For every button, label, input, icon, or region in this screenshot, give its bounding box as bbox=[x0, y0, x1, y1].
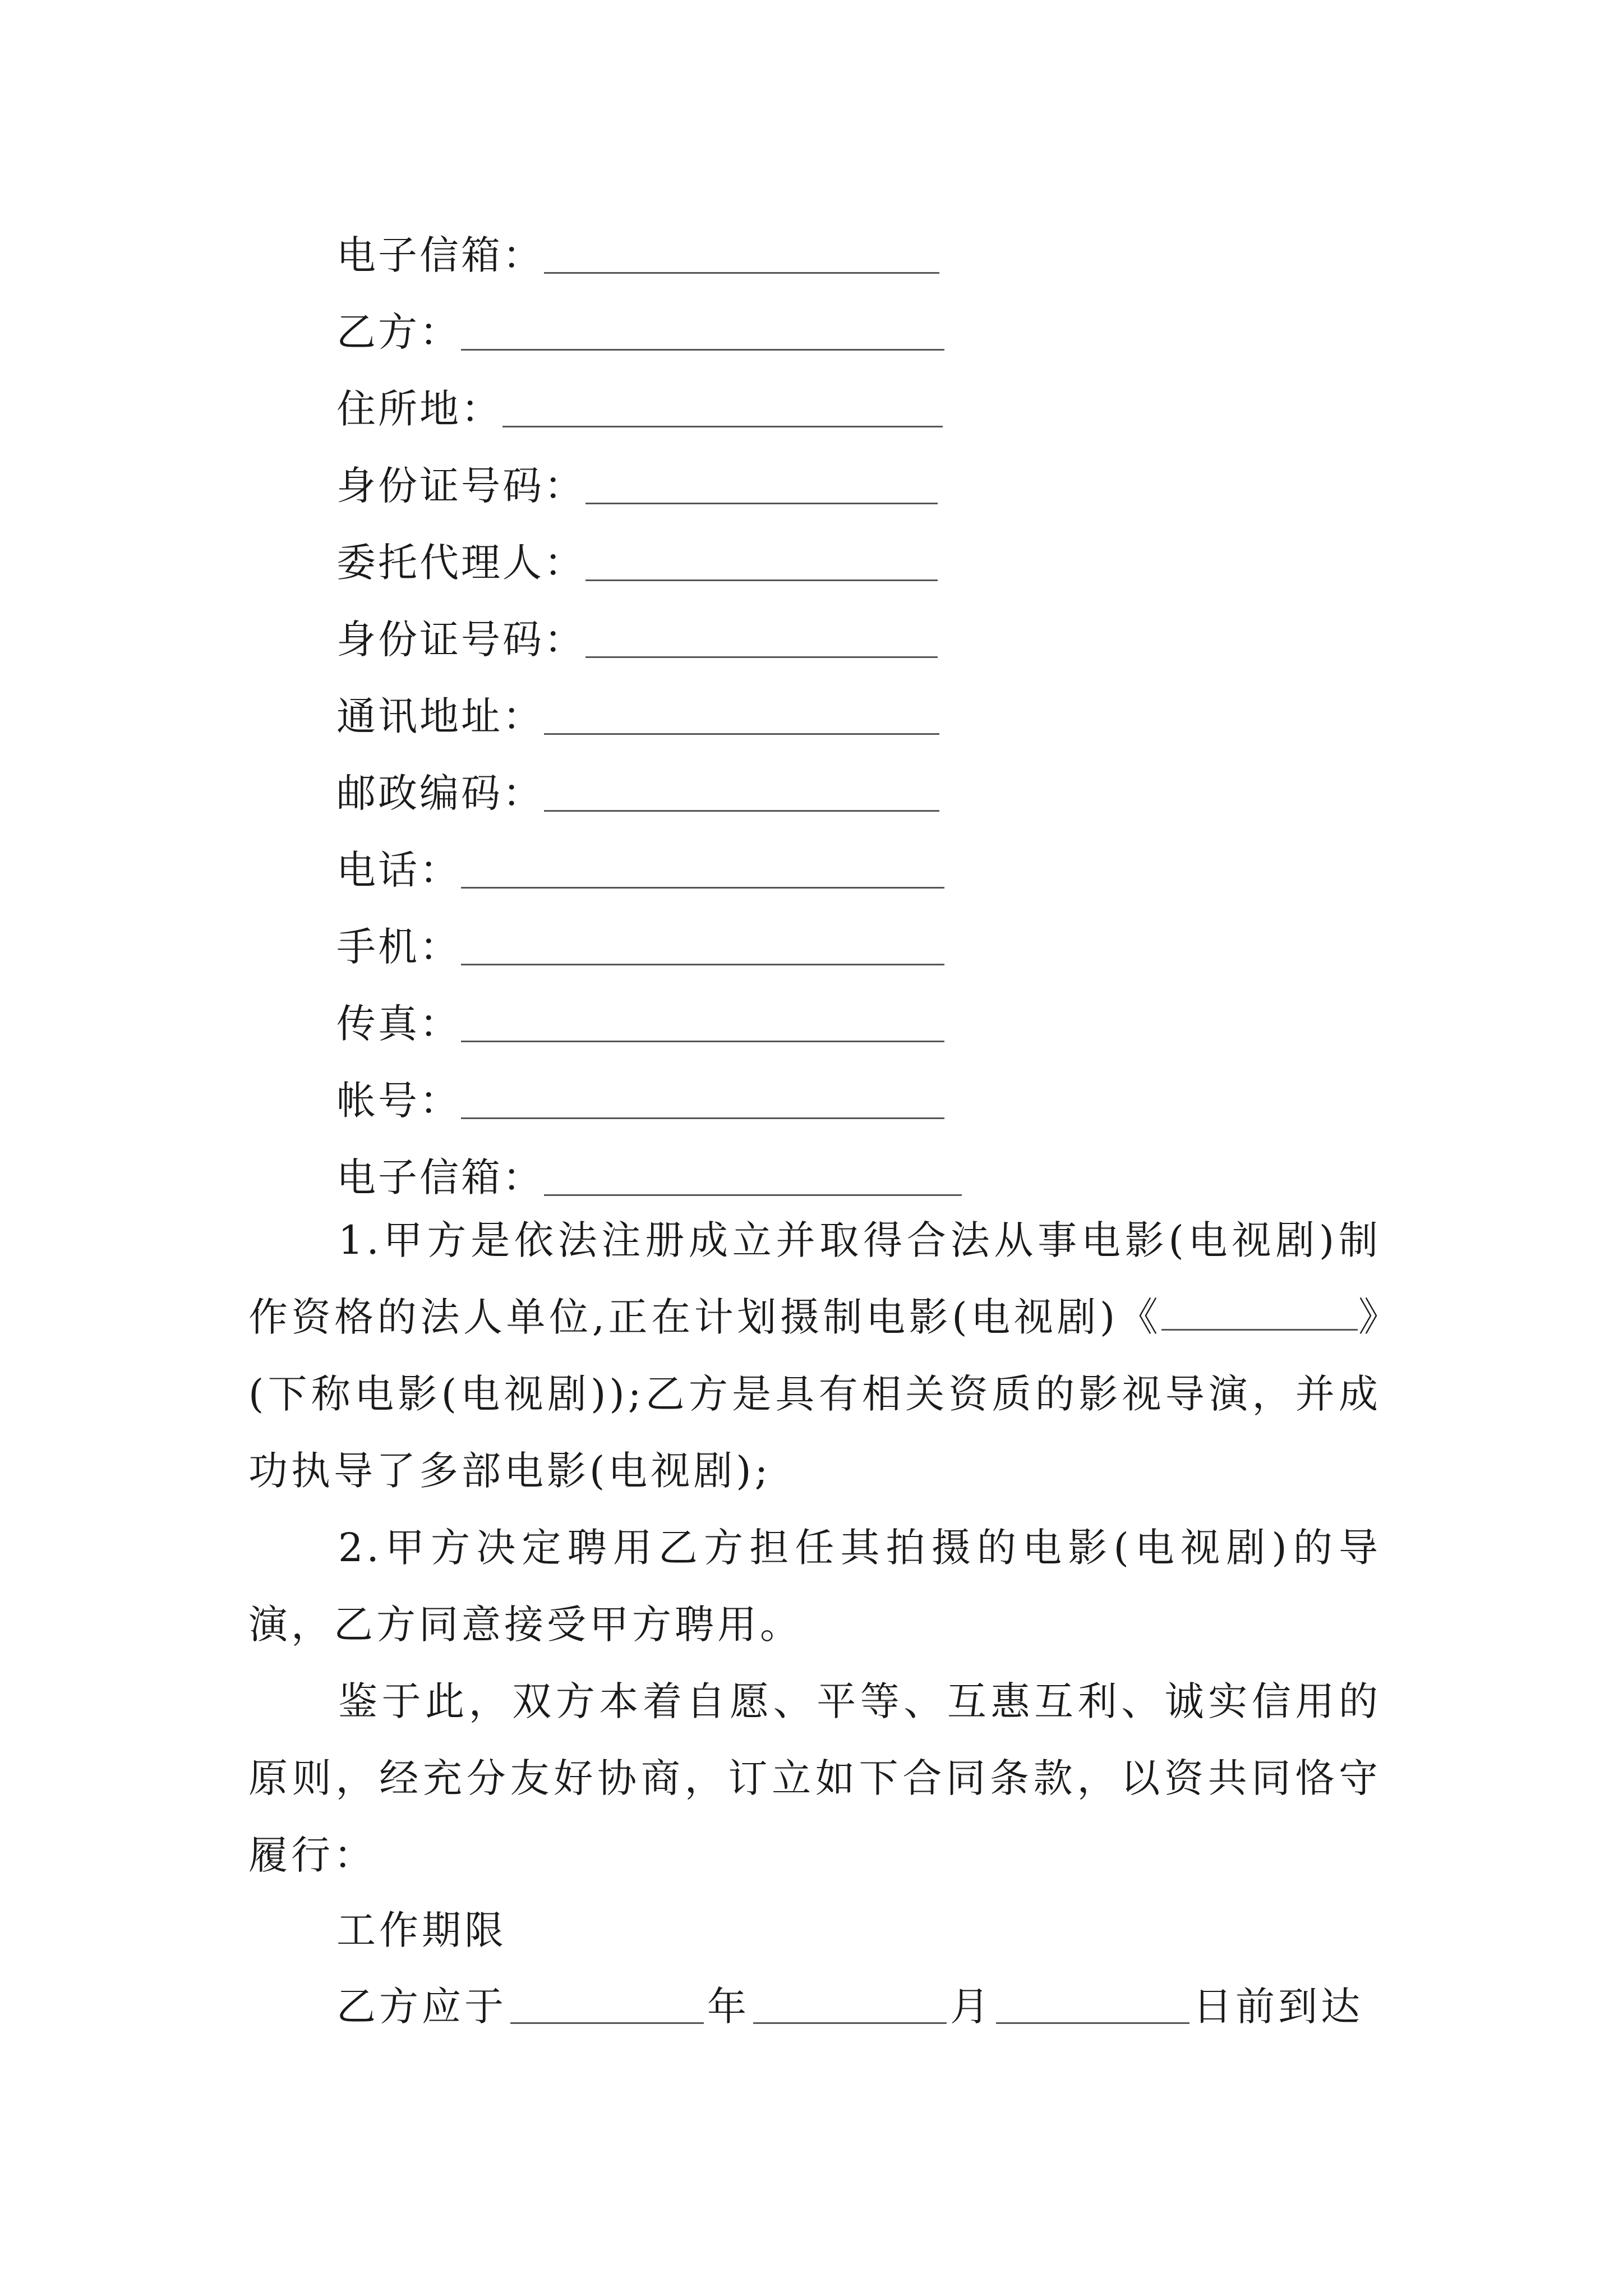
field-label: 手机： bbox=[336, 924, 461, 970]
year-blank bbox=[510, 2022, 704, 2024]
field-label: 帐号： bbox=[336, 1078, 461, 1124]
field-label: 电子信箱： bbox=[336, 1154, 544, 1200]
fill-in-line bbox=[461, 887, 944, 889]
paragraph-1-text-a: 1.甲方是依法注册成立并取得合法从事电影(电视剧)制作资格的法人单位,正在计划摄制电影(电视剧)《 bbox=[248, 1217, 1381, 1340]
field-email-b bbox=[336, 1135, 962, 1203]
field-label: 身份证号码： bbox=[336, 616, 585, 662]
field-agent bbox=[336, 521, 938, 588]
fill-in-line bbox=[585, 503, 938, 504]
field-account bbox=[336, 1059, 944, 1126]
fill-in-line bbox=[544, 810, 939, 812]
field-label: 传真： bbox=[336, 1001, 461, 1047]
fill-in-line bbox=[585, 656, 938, 658]
field-label: 电子信箱： bbox=[336, 232, 544, 278]
field-label: 身份证号码： bbox=[336, 463, 585, 509]
film-title-blank bbox=[1161, 1294, 1358, 1331]
field-residence bbox=[336, 367, 943, 434]
field-label: 邮政编码： bbox=[336, 770, 544, 816]
field-label: 通讯地址： bbox=[336, 693, 544, 739]
month-label: 月 bbox=[950, 1984, 993, 2030]
day-blank bbox=[996, 2022, 1189, 2024]
field-mobile bbox=[336, 905, 944, 972]
paragraph-3: 鉴于此，双方本着自愿、平等、互惠互利、诚实信用的原则，经充分友好协商，订立如下合同条款，以资共同恪守履行： bbox=[248, 1678, 1381, 1878]
month-blank bbox=[753, 2022, 947, 2024]
field-label: 委托代理人： bbox=[336, 540, 585, 586]
fill-in-line bbox=[461, 1041, 944, 1042]
field-address bbox=[336, 674, 939, 742]
field-email-a bbox=[336, 213, 939, 280]
year-label: 年 bbox=[707, 1984, 750, 2030]
field-id-number bbox=[336, 444, 938, 511]
fill-in-line bbox=[502, 426, 943, 427]
field-postcode bbox=[336, 751, 939, 818]
field-agent-id-number bbox=[336, 597, 938, 665]
paragraph-1-text-b: 》(下称电影(电视剧));乙方是具有相关资质的影视导演，并成功执导了多部电影(电视剧); bbox=[248, 1294, 1381, 1494]
fill-in-line bbox=[544, 272, 939, 274]
date-line-suffix: 日前到达 bbox=[1193, 1984, 1363, 2030]
field-fax bbox=[336, 982, 944, 1049]
field-label: 电话： bbox=[336, 847, 461, 893]
fill-in-line bbox=[461, 964, 944, 965]
field-label: 住所地： bbox=[336, 386, 502, 432]
paragraph-1 bbox=[248, 1202, 1381, 1510]
field-party-b bbox=[336, 290, 944, 357]
field-phone bbox=[336, 828, 944, 895]
fill-in-line bbox=[544, 1194, 962, 1196]
fill-in-line bbox=[585, 579, 938, 581]
fill-in-line bbox=[461, 1117, 944, 1119]
fill-in-line bbox=[461, 349, 944, 351]
date-line-prefix: 乙方应于 bbox=[336, 1984, 507, 2030]
fill-in-line bbox=[544, 733, 939, 735]
field-label: 乙方： bbox=[336, 309, 461, 355]
paragraph-2: 2.甲方决定聘用乙方担任其拍摄的电影(电视剧)的导演，乙方同意接受甲方聘用。 bbox=[248, 1525, 1381, 1648]
date-line bbox=[336, 1964, 1363, 2032]
section-heading: 工作期限 bbox=[336, 1907, 507, 1953]
